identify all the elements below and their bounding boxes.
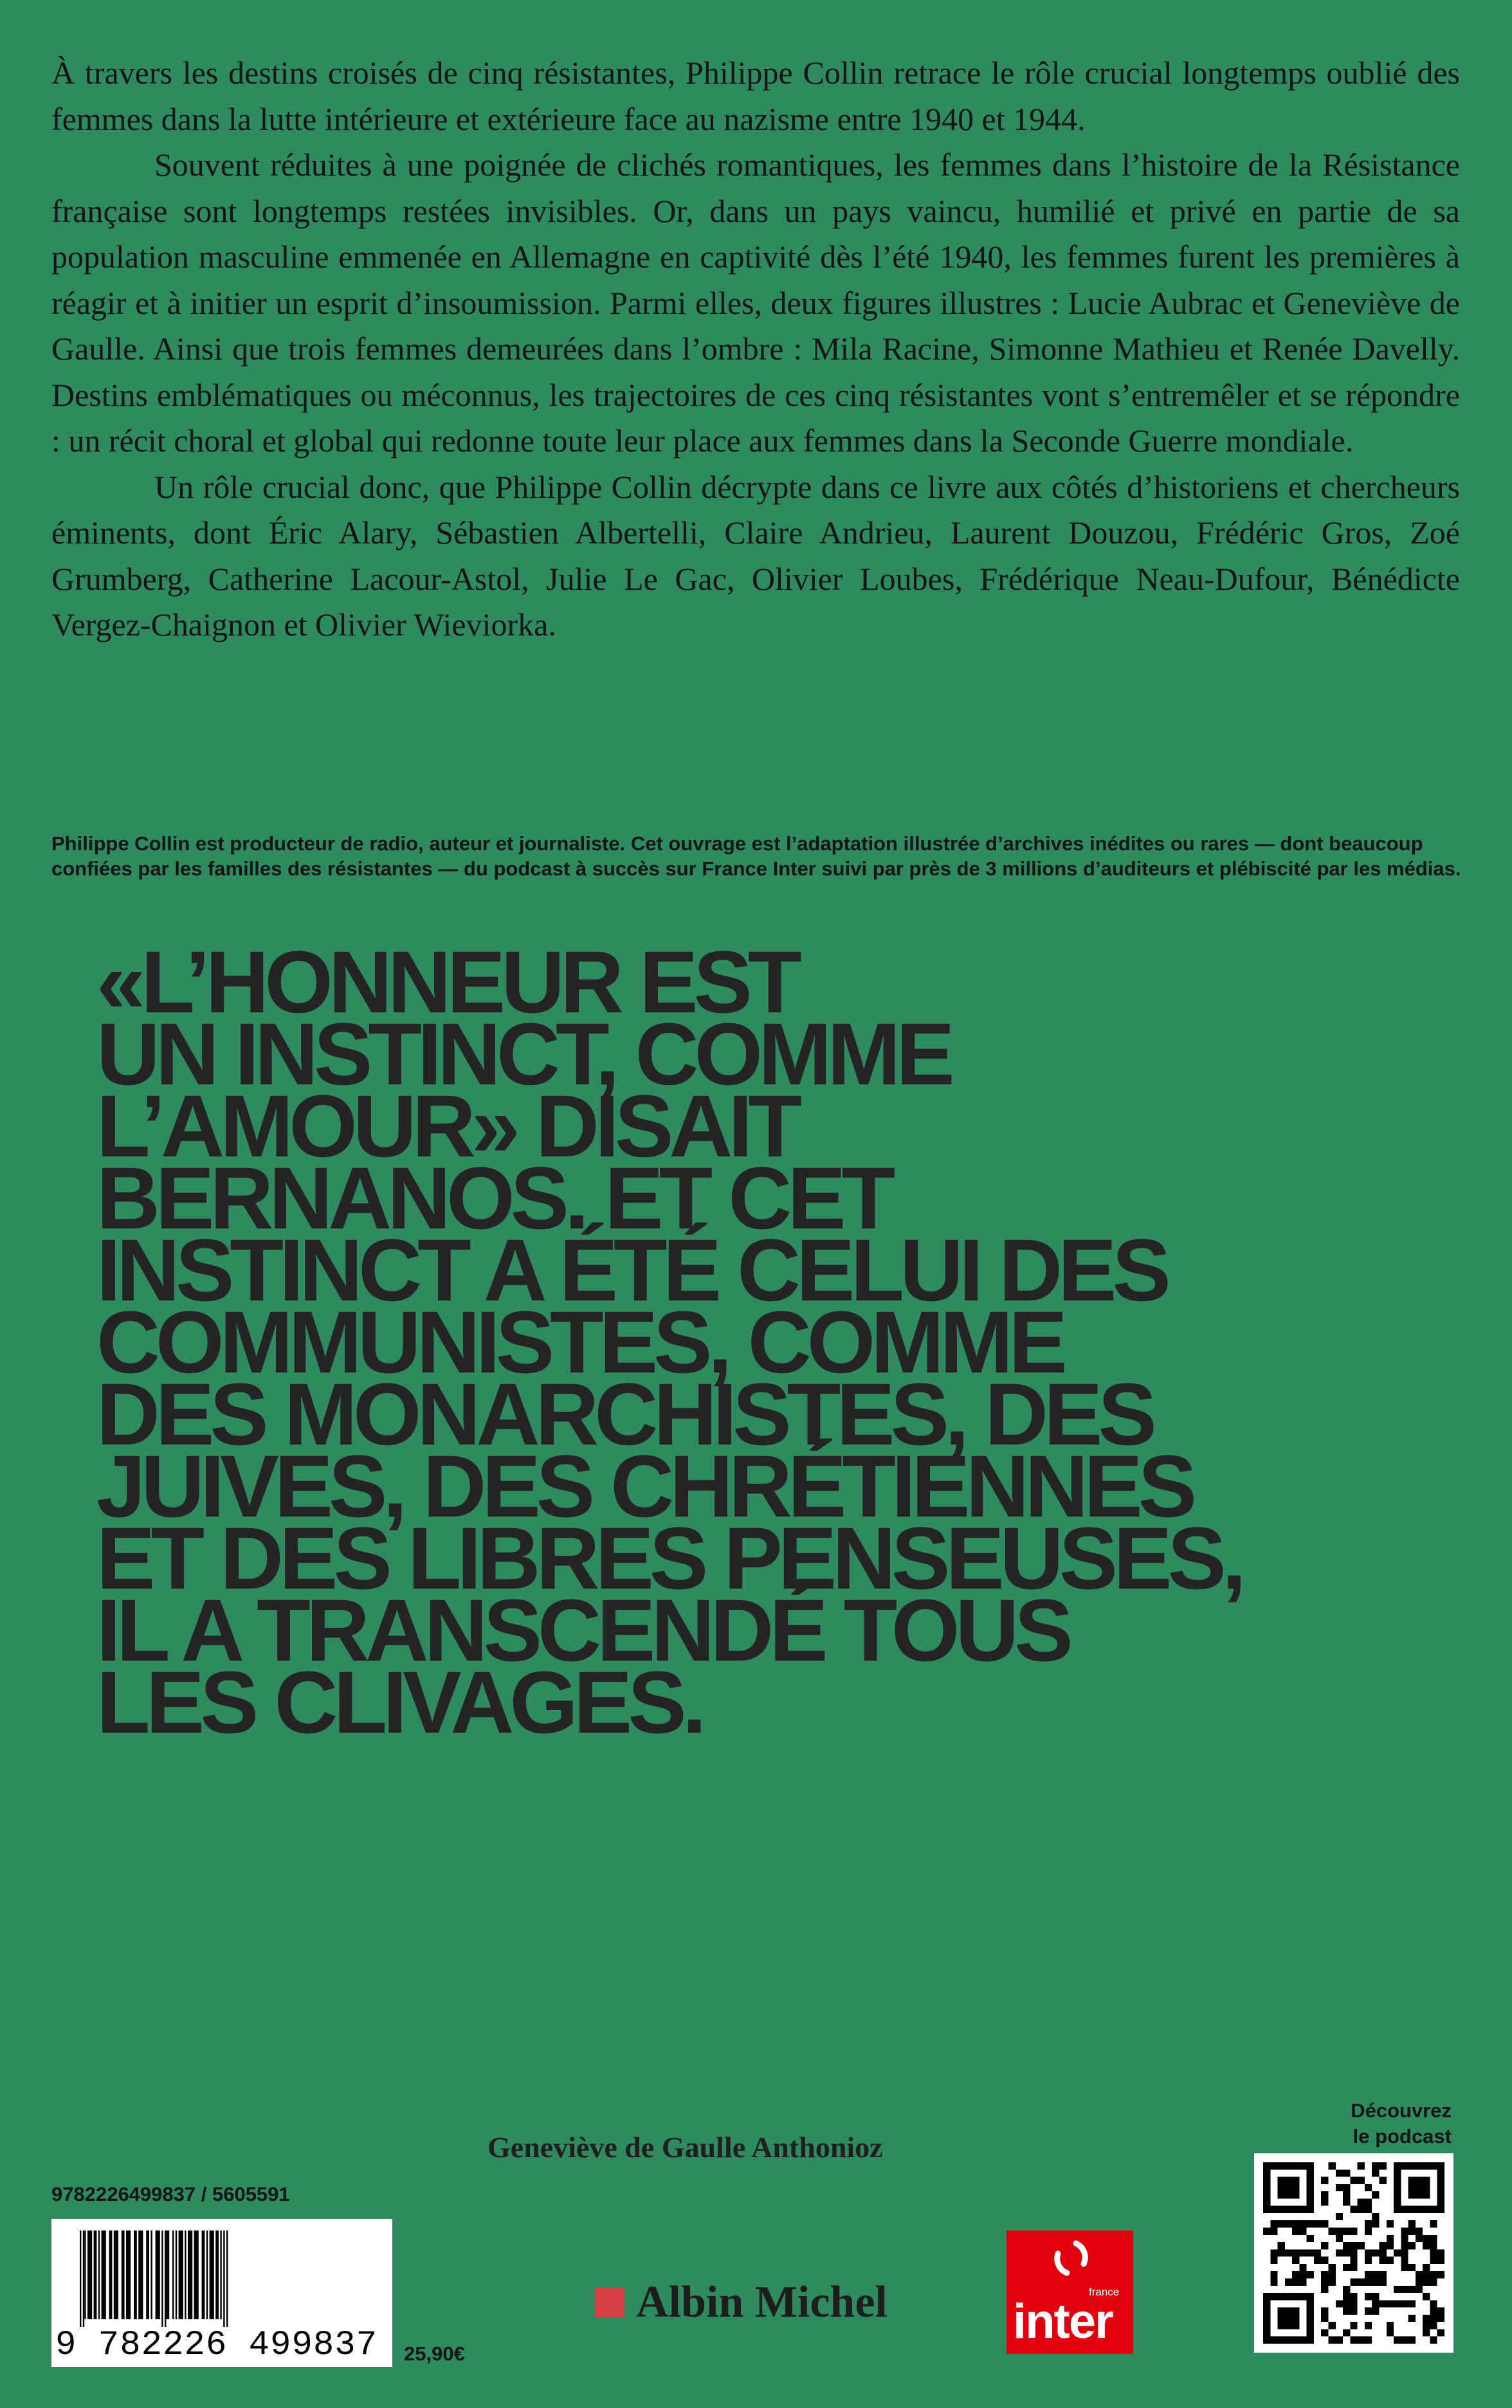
- blurb-paragraph-1: À travers les destins croisés de cinq résistantes, Philippe Collin retrace le rôle crucial longtemps oublié des femmes dans la lutte intérieure et extérieure face au nazisme entre 1940 et 1944.: [51, 55, 1460, 137]
- quote-line: LES CLIVAGES.: [96, 1654, 702, 1752]
- quote-line: DES MONARCHISTES, DES: [96, 1365, 1152, 1464]
- author-bio: Philippe Collin est producteur de radio, auteur et journaliste. Cet ouvrage est l’adaptation illustrée d’archives inédites ou rares — dont beaucoup confiées par les familles des résistantes — du podcast à succès sur France Inter suivi par près de 3 millions d’auditeurs et plébiscité par les médias.: [51, 832, 1461, 880]
- publisher-square-icon: [595, 2288, 624, 2317]
- radio-small-label: france: [1089, 2286, 1120, 2298]
- qr-code[interactable]: [1254, 2153, 1453, 2353]
- quote-line: UN INSTINCT, COMME: [96, 1005, 951, 1104]
- podcast-label-line2: le podcast: [1353, 2125, 1452, 2148]
- quote-line: INSTINCT A ÉTÉ CELUI DES: [96, 1221, 1167, 1320]
- quote-line: COMMUNISTES, COMME: [96, 1293, 1063, 1392]
- blurb: [51, 50, 1460, 648]
- price: 25,90€: [404, 2342, 465, 2365]
- barcode-bars: [80, 2230, 376, 2327]
- blurb-paragraph-3: Un rôle crucial donc, que Philippe Collin décrypte dans ce livre aux côtés d’historiens et chercheurs éminents, dont Éric Alary, Sébastien Albertelli, Claire Andrieu, Laurent Douzou, Frédéric Gros, Zoé Grumberg, Catherine Lacour-Astol, Julie Le Gac, Olivier Loubes, Frédérique Neau-Dufour, Bénédicte Vergez-Chaignon et Olivier Wieviorka.: [51, 468, 1460, 643]
- quote-line: JUIVES, DES CHRÉTIENNES: [96, 1437, 1193, 1536]
- quote-line: ET DES LIBRES PENSEUSES,: [96, 1510, 1242, 1608]
- barcode: [51, 2219, 392, 2367]
- quote-line: BERNANOS. ET CET: [96, 1149, 891, 1248]
- radio-wave-icon: [1052, 2239, 1090, 2278]
- pull-quote: [96, 933, 1447, 1752]
- podcast-label: [1351, 2098, 1452, 2149]
- blurb-paragraph-2: Souvent réduites à une poignée de clichés romantiques, les femmes dans l’histoire de la Résistance française sont longtemps restées invisibles. Or, dans un pays vaincu, humilié et privé en partie de sa population masculine emmenée en Allemagne en captivité dès l’été 1940, les femmes furent les premières à réagir et à initier un esprit d’insoumission. Parmi elles, deux figures illustres : Lucie Aubrac et Geneviève de Gaulle. Ainsi que trois femmes demeurées dans l’ombre : Mila Racine, Simonne Mathieu et Renée Davelly. Destins emblématiques ou méconnus, les trajectoires de ces cinq résistantes vont s’entremêler et se répondre : un récit choral et global qui redonne toute leur place aux femmes dans la Seconde Guerre mondiale.: [51, 147, 1460, 459]
- qr-code-pattern: [1263, 2162, 1444, 2344]
- publisher-name: Albin Michel: [636, 2277, 888, 2327]
- quote-line: L’AMOUR» DISAIT: [96, 1077, 798, 1176]
- publisher-logo: [595, 2277, 888, 2328]
- quote-line: «L’HONNEUR EST: [96, 933, 797, 1032]
- radio-big-label: inter: [1013, 2294, 1113, 2349]
- isbn-code: 9782226499837 / 5605591: [51, 2183, 290, 2205]
- quote-attribution: Geneviève de Gaulle Anthonioz: [487, 2131, 883, 2164]
- barcode-digits: 9 782226 499837: [55, 2326, 378, 2365]
- podcast-label-line1: Découvrez: [1351, 2099, 1452, 2122]
- quote-line: IL A TRANSCENDÉ TOUS: [96, 1582, 1069, 1680]
- france-inter-logo: [1006, 2230, 1133, 2354]
